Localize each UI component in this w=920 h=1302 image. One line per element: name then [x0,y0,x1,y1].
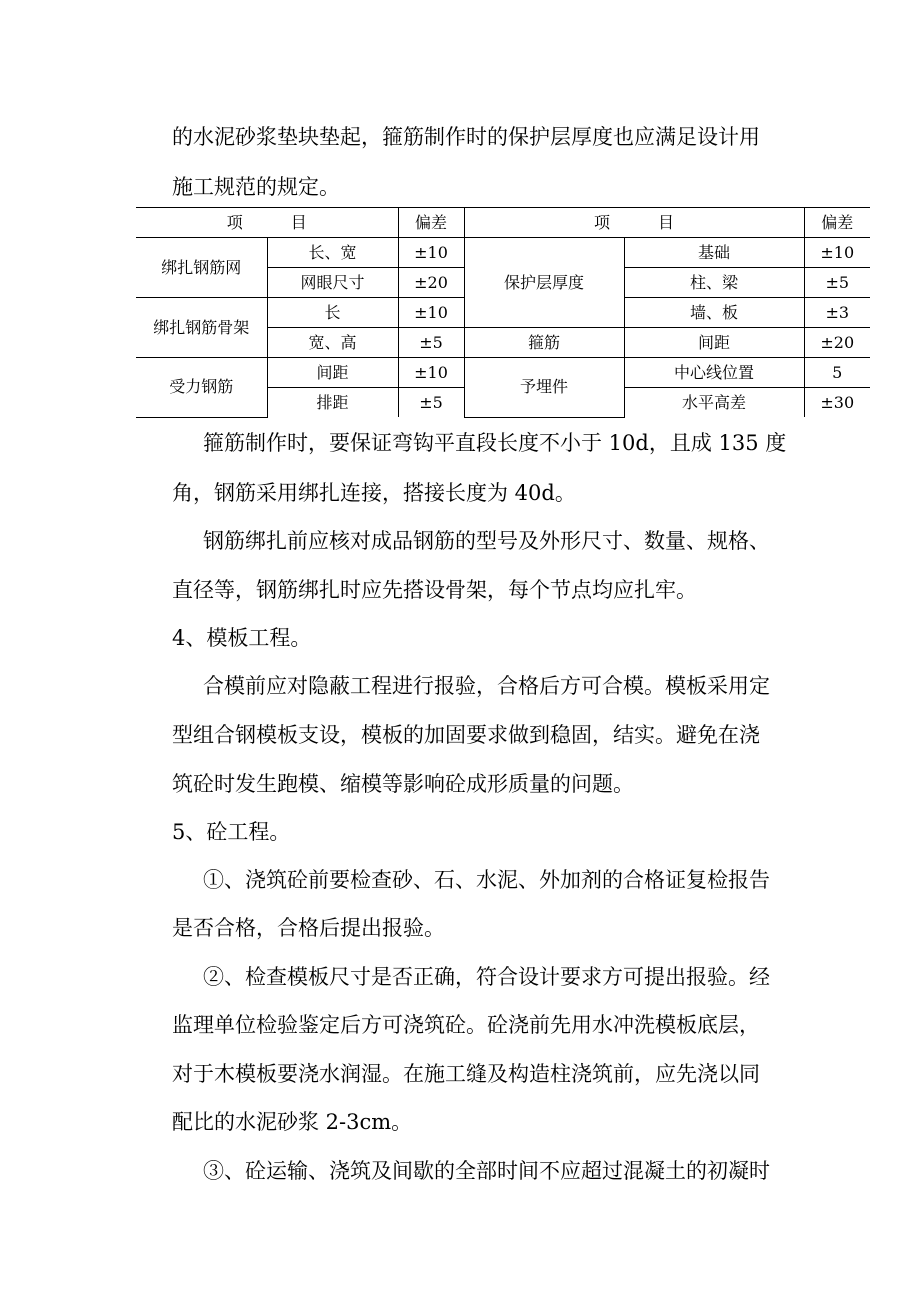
paragraph-line: 的水泥砂浆垫块垫起，箍筋制作时的保护层厚度也应满足设计用 [172,125,760,149]
sub-item-cell: 长、宽 [267,238,398,268]
deviation-cell: ±3 [804,298,870,328]
table-header-row [136,208,870,238]
group-cell: 保护层厚度 [464,238,624,328]
table-row [136,358,870,388]
group-cell: 箍筋 [464,328,624,358]
paragraph-line: ③、砼运输、浇筑及间歇的全部时间不应超过混凝土的初凝时 [203,1159,770,1183]
header-deviation-left: 偏差 [398,208,464,238]
group-cell: 受力钢筋 [136,358,267,418]
deviation-cell: ±30 [804,388,870,418]
group-cell: 绑扎钢筋骨架 [136,298,267,358]
sub-item-cell: 间距 [624,328,804,358]
deviation-cell: ±10 [398,298,464,328]
deviation-cell: ±10 [804,238,870,268]
paragraph-line: 是否合格，合格后提出报验。 [172,916,445,940]
sub-item-cell: 柱、梁 [624,268,804,298]
sub-item-cell: 排距 [267,388,398,418]
header-item-left [136,208,398,238]
paragraph-line: 钢筋绑扎前应核对成品钢筋的型号及外形尺寸、数量、规格、 [203,529,770,553]
paragraph-line: 筑砼时发生跑模、缩模等影响砼成形质量的问题。 [172,772,634,796]
header-text: 项 [226,212,243,232]
deviation-cell: ±5 [804,268,870,298]
deviation-cell: ±20 [398,268,464,298]
paragraph-line: 对于木模板要浇水润湿。在施工缝及构造柱浇筑前，应先浇以同 [172,1062,760,1086]
sub-item-cell: 中心线位置 [624,358,804,388]
section-heading: 4、模板工程。 [172,626,312,650]
sub-item-cell: 宽、高 [267,328,398,358]
paragraph-line: 直径等，钢筋绑扎时应先搭设骨架，每个节点均应扎牢。 [172,578,697,602]
deviation-cell: ±10 [398,358,464,388]
paragraph-line: 角，钢筋采用绑扎连接，搭接长度为 40d。 [172,481,576,505]
header-item-right [464,208,804,238]
paragraph-line: 施工规范的规定。 [172,175,340,199]
paragraph-line: 型组合钢模板支设，模板的加固要求做到稳固，结实。避免在浇 [172,723,760,747]
deviation-cell: ±20 [804,328,870,358]
deviation-cell: ±5 [398,388,464,418]
section-heading: 5、砼工程。 [172,820,291,844]
deviation-cell: 5 [804,358,870,388]
paragraph-line: 箍筋制作时，要保证弯钩平直段长度不小于 10d，且成 135 度 [203,431,787,455]
header-text: 目 [658,212,675,232]
header-text: 目 [290,212,307,232]
group-cell: 予埋件 [464,358,624,418]
paragraph-line: 合模前应对隐蔽工程进行报验，合格后方可合模。模板采用定 [203,674,770,698]
table-row [136,238,870,268]
sub-item-cell: 间距 [267,358,398,388]
paragraph-line: 配比的水泥砂浆 2-3cm。 [172,1110,413,1134]
paragraph-line: ②、检查模板尺寸是否正确，符合设计要求方可提出报验。经 [203,965,770,989]
sub-item-cell: 基础 [624,238,804,268]
group-cell: 绑扎钢筋网 [136,238,267,298]
header-text: 项 [593,212,610,232]
paragraph-line: ①、浇筑砼前要检查砂、石、水泥、外加剂的合格证复检报告 [203,868,770,892]
sub-item-cell: 网眼尺寸 [267,268,398,298]
sub-item-cell: 水平高差 [624,388,804,418]
deviation-cell: ±5 [398,328,464,358]
sub-item-cell: 长 [267,298,398,328]
rebar-tolerance-table [136,207,870,418]
sub-item-cell: 墙、板 [624,298,804,328]
header-deviation-right: 偏差 [804,208,870,238]
paragraph-line: 监理单位检验鉴定后方可浇筑砼。砼浇前先用水冲洗模板底层， [172,1013,760,1037]
deviation-cell: ±10 [398,238,464,268]
